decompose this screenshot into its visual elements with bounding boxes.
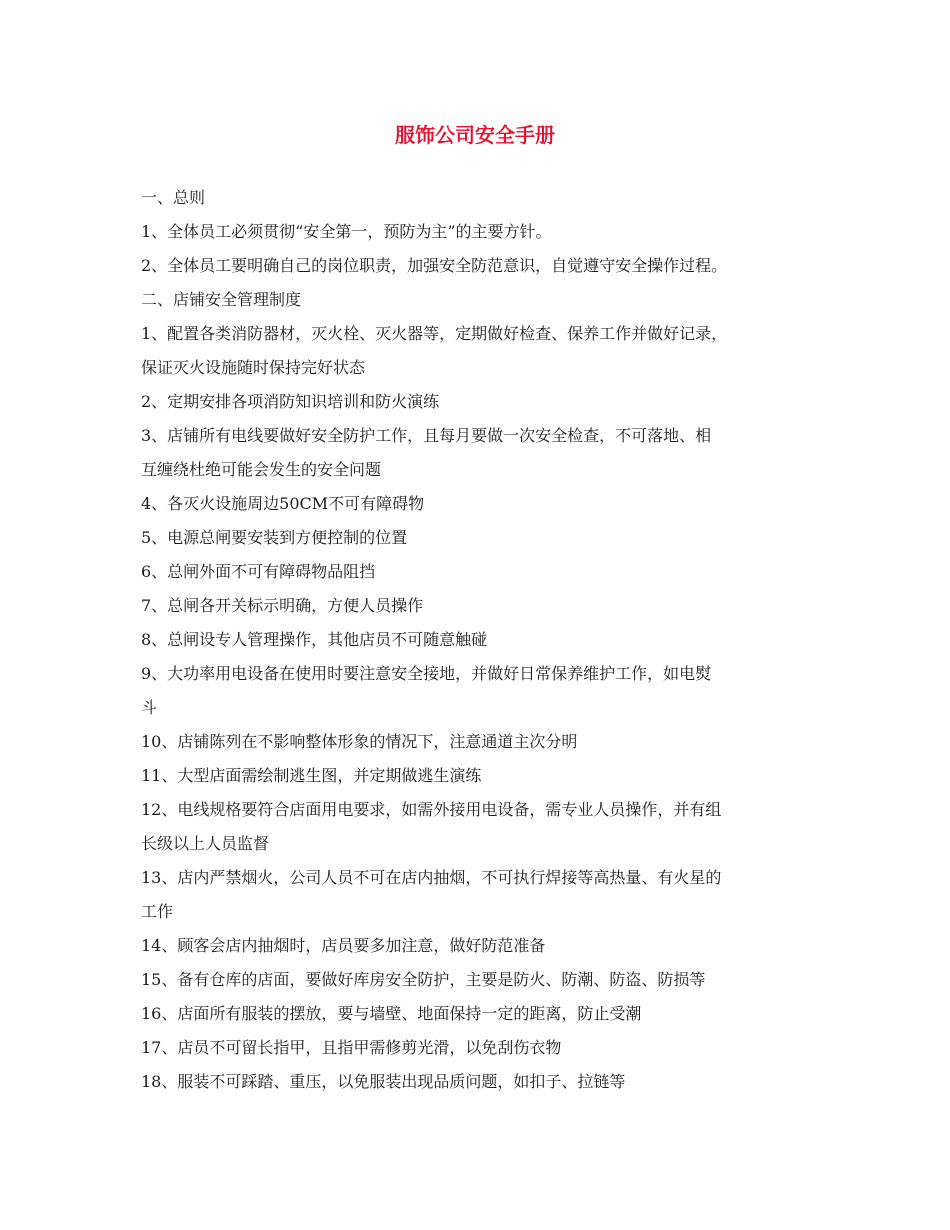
paragraph-line: 9、大功率用电设备在使用时要注意安全接地，并做好日常保养维护工作，如电熨 xyxy=(141,664,712,683)
paragraph-line: 1、配置各类消防器材，灭火栓、灭火器等，定期做好检查、保养工作并做好记录， xyxy=(141,324,728,343)
paragraph-line: 10、店铺陈列在不影响整体形象的情况下，注意通道主次分明 xyxy=(141,732,578,751)
paragraph-line: 16、店面所有服装的摆放，要与墙壁、地面保持一定的距离，防止受潮 xyxy=(141,1004,642,1023)
section-heading-store-safety: 二、店铺安全管理制度 xyxy=(141,290,302,309)
paragraph-line: 互缠绕杜绝可能会发生的安全问题 xyxy=(141,460,382,479)
paragraph-line: 17、店员不可留长指甲，且指甲需修剪光滑，以免刮伤衣物 xyxy=(141,1038,562,1057)
paragraph-line: 13、店内严禁烟火，公司人员不可在店内抽烟，不可执行焊接等高热量、有火星的 xyxy=(141,868,722,887)
paragraph-line: 3、店铺所有电线要做好安全防护工作，且每月要做一次安全检查，不可落地、相 xyxy=(141,426,712,445)
paragraph-line: 1、全体员工必须贯彻“安全第一，预防为主”的主要方针。 xyxy=(141,222,552,241)
paragraph-line: 工作 xyxy=(141,902,174,921)
paragraph-line: 斗 xyxy=(141,698,158,717)
document-body xyxy=(141,181,841,1099)
paragraph-line: 15、备有仓库的店面，要做好库房安全防护，主要是防火、防潮、防盗、防损等 xyxy=(141,970,706,989)
paragraph-line: 12、电线规格要符合店面用电要求，如需外接用电设备，需专业人员操作，并有组 xyxy=(141,800,722,819)
paragraph-line: 4、各灭火设施周边50CM不可有障碍物 xyxy=(141,494,425,513)
paragraph-line: 14、顾客会店内抽烟时，店员要多加注意，做好防范准备 xyxy=(141,936,546,955)
paragraph-line: 保证灭火设施随时保持完好状态 xyxy=(141,358,366,377)
document-title: 服饰公司安全手册 xyxy=(395,123,555,147)
paragraph-line: 长级以上人员监督 xyxy=(141,834,270,853)
paragraph-line: 11、大型店面需绘制逃生图，并定期做逃生演练 xyxy=(141,766,482,785)
paragraph-line: 5、电源总闸要安装到方便控制的位置 xyxy=(141,528,408,547)
paragraph-line: 6、总闸外面不可有障碍物品阻挡 xyxy=(141,562,376,581)
paragraph-line: 2、定期安排各项消防知识培训和防火演练 xyxy=(141,392,440,411)
section-heading-general: 一、总则 xyxy=(141,188,206,207)
paragraph-line: 8、总闸设专人管理操作，其他店员不可随意触碰 xyxy=(141,630,488,649)
paragraph-line: 2、全体员工要明确自己的岗位职责，加强安全防范意识，自觉遵守安全操作过程。 xyxy=(141,256,728,275)
paragraph-line: 18、服装不可踩踏、重压，以免服装出现品质问题，如扣子、拉链等 xyxy=(141,1072,626,1091)
paragraph-line: 7、总闸各开关标示明确，方便人员操作 xyxy=(141,596,424,615)
